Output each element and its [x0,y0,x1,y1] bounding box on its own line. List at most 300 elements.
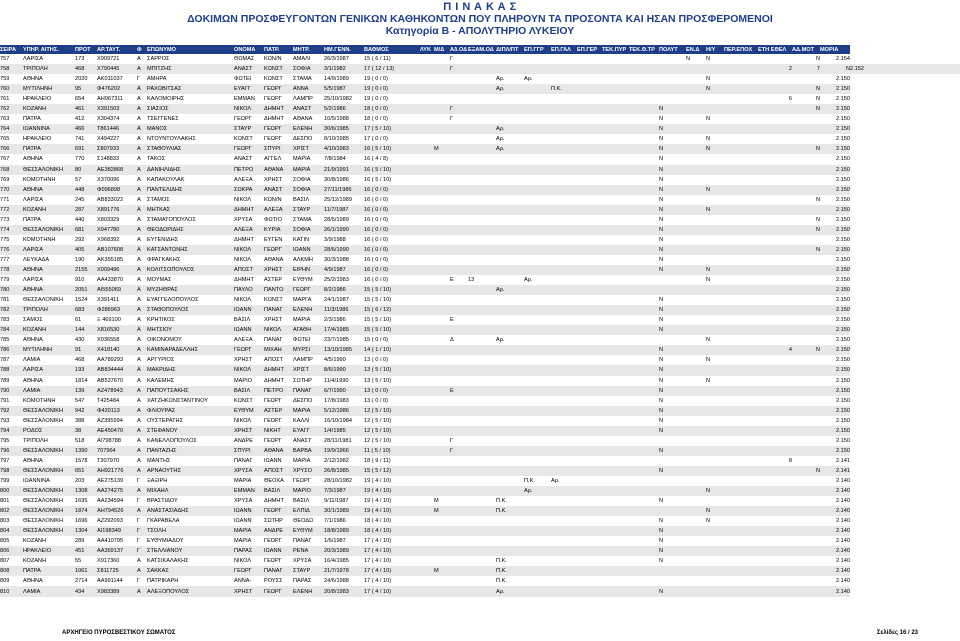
table-cell [420,74,434,84]
table-cell: AI798788 [97,437,121,444]
table-cell: 2.150 [820,305,850,315]
table-cell [686,576,706,586]
table-cell [602,446,629,456]
table-cell: ΒΑΣΙΛ [293,498,310,505]
table-cell [450,165,468,175]
table-cell [792,426,820,436]
table-cell: ΣΤΑΜΑ [293,76,312,83]
table-cell [551,335,577,345]
table-cell [629,416,659,426]
table-cell [686,446,706,456]
table-cell [659,476,686,486]
table-cell: ΑΘΑΝΑ [264,256,284,263]
table-cell: X968392 [97,236,120,243]
table-cell [724,205,758,215]
table-cell: Α [137,84,147,94]
table-cell [434,345,450,355]
table-cell [577,124,602,134]
table-cell: ΑΜΑΛΙ [293,56,311,63]
table-cell: 2.150 [820,345,850,355]
table-cell: ΠΑΝΑΓ [293,538,312,545]
table-cell [629,496,659,506]
table-cell: 2.140 [820,566,850,576]
table-cell: ΜΠΙΤΖΗΣ [147,64,234,74]
table-cell: ΔΕΣΠΟ [293,136,313,143]
table-cell [602,536,629,546]
table-cell [420,185,434,195]
table-cell [450,476,468,486]
table-cell [450,376,468,386]
table-cell: 766 [0,144,23,154]
table-cell [706,536,724,546]
table-cell [686,566,706,576]
table-cell [602,265,629,275]
table-cell [792,265,820,275]
table-cell: ΧΡΗΣΤ [264,265,293,275]
table-cell [758,124,792,134]
table-cell [706,406,724,416]
table-cell [468,195,496,205]
table-cell [577,406,602,416]
table-cell: ΡΟΔΟΣ [23,426,75,436]
table-cell [551,225,577,235]
table-cell: 771 [0,196,10,203]
table-row [0,556,960,566]
table-cell: ΦΛΙΟΥΡΑΣ [147,406,234,416]
table-cell: ΓΕΩΡΓ [264,586,293,596]
table-cell [450,406,468,416]
table-cell [724,386,758,396]
table-cell: ΔΗΜΗΤ [264,498,284,505]
table-cell [551,255,577,265]
candidates-table [0,45,960,597]
column-header: ΕΠ.ΓΕΡ [577,45,602,54]
table-cell: ΑΘΗΝΑ [23,76,43,83]
table-cell [724,496,758,506]
table-cell: 782 [0,305,23,315]
table-cell: 28/5/1989 [324,216,349,223]
table-cell [724,195,758,205]
table-cell: ΑΠΟΣΤ [264,466,293,476]
table-cell: 2.150 [820,225,850,235]
table-cell: 24/1/1987 [324,297,349,304]
table-cell [496,94,524,104]
table-cell [524,154,551,164]
table-cell [420,586,434,596]
table-cell: Ν [659,156,664,163]
table-cell [450,235,468,245]
table-cell [724,154,758,164]
table-cell: Α [137,446,147,456]
table-cell [686,436,706,446]
table-cell [792,446,820,456]
footer-page-number: Σελίδες 16 / 23 [876,630,918,636]
table-cell: Ν [659,466,686,476]
table-cell: ΓΕΩΡΓ [293,477,311,484]
table-cell [434,576,450,586]
table-cell: ΛΑΜΙΑ [23,586,75,596]
table-cell [724,54,758,64]
table-cell: 17 ( 4 / 10) [364,586,420,596]
table-cell: Α [137,317,141,324]
table-cell: ΧΡΗΣΤ [234,426,264,436]
table-cell [724,376,758,386]
table-cell [629,576,659,586]
table-cell [758,74,792,84]
table-cell [524,506,551,516]
table-cell: Ν [659,305,686,315]
table-cell [706,154,724,164]
table-cell [496,416,524,426]
table-cell: ΙΩΑΝΝΙΝΑ [23,124,75,134]
table-cell [629,486,659,496]
table-cell: ΕΥΓΕΝ [264,236,283,243]
table-row [0,154,960,164]
table-cell [434,426,450,436]
table-cell [468,566,496,576]
table-cell: Α [137,196,141,203]
table-cell [758,376,792,386]
table-cell [629,265,659,275]
table-cell [434,195,450,205]
table-cell [577,476,602,486]
column-header: ΕΠ.ΓΓΡ [524,45,551,54]
table-cell: 2.150 [820,426,850,436]
table-cell: 2/12/1982 [324,457,349,464]
table-cell: ΚΟΜΟΤΗΝΗ [23,236,56,243]
table-cell: 2.150 [836,216,850,223]
table-cell: ΑΛΕΞΑ [264,205,293,215]
table-cell: Φ476202 [97,84,137,94]
table-cell [629,124,659,134]
table-cell [434,245,450,255]
table-cell: X816530 [97,325,137,335]
table-cell: 13 [468,277,475,284]
table-cell [724,416,758,426]
table-cell: 18/8/1989 [324,526,364,536]
table-cell [724,365,758,375]
table-cell: 14 ( 1 / 10) [364,345,420,355]
table-cell: Π.Κ. [524,477,535,484]
table-cell [659,335,686,345]
table-cell [450,396,468,406]
table-cell [524,124,551,134]
column-header: ΗΜ.ΓΕΝΝ. [324,45,364,54]
table-cell: Ν [659,225,686,235]
table-cell [434,265,450,275]
table-cell: 430 [75,337,85,344]
table-cell: 3/1/1982 [324,64,364,74]
table-cell: ΜΑΚΡΙΔΗΣ [147,365,234,375]
table-cell: 2.150 [836,116,850,123]
table-cell [602,215,629,225]
table-cell [551,154,577,164]
table-cell [420,376,434,386]
table-cell: ΣΙΑΣΙΟΣ [147,104,234,114]
table-cell [450,175,468,185]
table-cell: 2.150 [836,156,850,163]
table-cell: 803 [0,518,10,525]
table-cell: ΚΑΜΙΝΑΡΑΔΕΛΛΗΣ [147,345,234,355]
table-cell: ΧΡΗΣΤ [234,586,264,596]
table-cell: 13 ( 0 / 0) [364,357,388,364]
table-cell: ΑΝΝΑ [293,84,324,94]
table-cell [468,386,496,396]
table-cell [468,64,496,74]
table-cell: 785 [0,337,10,344]
table-cell [551,205,577,215]
table-cell: ΜΑΝΟΣ [147,124,234,134]
table-cell: ΑΓΓΕΛ [264,156,282,163]
table-cell: Φ286963 [97,305,137,315]
table-cell: 15 ( 0 / 0) [364,337,388,344]
table-cell [468,586,496,596]
table-cell [468,436,496,446]
table-cell: ΣΑΚΚΑΣ [147,566,234,576]
table-cell [629,526,659,536]
table-row [0,526,960,536]
table-cell [524,566,551,576]
table-cell: 30/8/1986 [324,176,349,183]
table-cell [551,456,577,466]
table-cell: 38 [75,426,97,436]
table-cell [434,446,450,456]
table-cell [551,355,577,365]
table-cell [420,144,434,154]
table-cell [551,104,577,114]
table-cell [577,175,602,185]
table-cell: ΑΡΓΥΡΙΟΣ [147,357,175,364]
table-cell [629,235,659,245]
table-cell [792,396,820,406]
table-cell: AZ478943 [97,386,137,396]
table-cell [792,386,820,396]
table-cell: ΝΙΚΟΛ [234,256,252,263]
table-cell: ΑΝΑΣΤ [234,156,253,163]
table-cell [724,94,758,104]
table-cell: 12 ( 5 / 10) [364,417,392,424]
table-cell [450,536,468,546]
table-cell: ΓΕΩΡΓ [264,437,282,444]
table-cell [450,84,468,94]
table-cell [551,586,577,596]
table-cell [758,245,792,255]
table-cell: ΘΕΟΧΑ [264,477,284,484]
table-row [0,365,960,375]
table-cell: Σ148833 [97,156,120,163]
table-cell [724,576,758,586]
table-cell [724,144,758,154]
table-cell [706,556,724,566]
table-cell: ΚΟΖΑΝΗ [23,538,47,545]
table-cell: Φ096898 [97,185,137,195]
table-cell [551,195,577,205]
table-cell [629,325,659,335]
table-cell: ΑΣΤΕΡ [264,406,293,416]
table-cell: ΣΤΕΦΑΝΟΥ [147,426,234,436]
table-cell: 18 ( 4 / 10) [364,518,392,525]
table-cell: 788 [0,365,23,375]
table-cell [577,526,602,536]
table-cell: Γ [450,116,454,123]
table-cell [792,365,820,375]
table-cell: Α [137,325,147,335]
table-cell [420,305,434,315]
table-cell [706,255,724,265]
table-cell [629,154,659,164]
table-cell: ΜΗΤΚΑΣ [147,205,234,215]
table-cell: 11/7/1987 [324,205,364,215]
table-cell: 19 ( 0 / 0) [364,76,388,83]
table-cell: ΗΡΑΚΛΕΙΟ [23,546,75,556]
table-cell [450,546,468,556]
table-cell: 10/5/1988 [324,116,349,123]
table-cell [420,456,434,466]
table-cell [706,295,724,305]
table-cell: AH794526 [97,506,137,516]
table-cell [724,526,758,536]
table-cell [450,205,468,215]
table-cell: 770 [0,185,23,195]
table-cell [758,305,792,315]
table-cell: Μ [434,498,439,505]
table-cell [450,496,468,506]
table-cell [524,406,551,416]
table-cell [468,315,496,325]
table-cell: ΚΡΗΤΙΚΟΣ [147,317,175,324]
table-cell: ΕΥΘΥΜ [293,277,313,284]
table-cell: 2.140 [820,506,850,516]
table-cell [496,215,524,225]
table-cell: 2.150 [836,277,850,284]
table-cell [434,225,450,235]
table-cell: ΠΑΤΡΑ [23,566,75,576]
table-cell [629,195,659,205]
table-cell [629,406,659,416]
table-cell: ΓΚΑΡΑΒΕΛΑ [147,518,180,525]
table-cell [706,456,724,466]
table-cell [420,466,434,476]
table-cell: Ν [659,446,686,456]
table-cell: Ν [815,96,820,103]
table-cell [792,376,820,386]
table-row [0,476,960,486]
column-header: ΑΔ.ΜΟΤ [792,45,820,54]
table-cell: Α [137,466,147,476]
table-cell [551,245,577,255]
table-cell: Α [137,305,147,315]
table-cell: Α [137,256,141,263]
table-cell: ΔΗΜΗΤ [234,205,264,215]
table-cell: Α [137,136,141,143]
table-cell: ΝΙΚΟΛ [234,297,252,304]
table-cell [434,486,450,496]
table-cell: ΕΜΜΑΝ [234,486,264,496]
column-header: ΜΟΡΙΑ [820,45,850,54]
table-cell: ΒΑΣΙΛ [234,317,251,324]
table-cell: 761 [0,96,10,103]
table-cell: 802 [0,506,23,516]
table-cell: ΙΩΑΝΝ [234,305,264,315]
column-header: ΔΙΠΛ/ΠΤ [496,45,524,54]
table-cell [758,205,792,215]
table-row [0,305,960,315]
table-cell: ΚΩΝΣΤ [264,297,283,304]
table-cell [629,536,659,546]
table-cell: Ν [659,377,664,384]
table-cell [724,225,758,235]
table-cell: ΕΥΑΓΓ [293,426,324,436]
table-cell: 783 [0,317,10,324]
table-cell: 759 [0,76,10,83]
table-cell: Α [137,104,147,114]
table-cell [659,436,686,446]
table-cell [686,345,706,355]
footer-organization: ΑΡΧΗΓΕΙΟ ΠΥΡΟΣΒΕΣΤΙΚΟΥ ΣΩΜΑΤΟΣ [62,630,176,636]
table-cell: Ν [659,397,664,404]
table-cell: 805 [0,538,10,545]
table-cell: Α [137,265,147,275]
table-cell: 654 [75,96,85,103]
table-cell [629,436,659,446]
table-cell: Α [137,165,147,175]
table-cell [577,576,602,586]
table-cell: AI555069 [97,285,137,295]
table-cell [629,285,659,295]
table-cell [792,496,820,506]
table-cell [629,546,659,556]
table-cell: 434 [75,586,97,596]
table-cell [551,175,577,185]
table-cell [659,566,686,576]
table-cell [496,376,524,386]
table-cell [420,406,434,416]
table-cell [792,114,820,124]
table-cell [420,325,434,335]
table-cell [724,516,758,526]
table-cell: 1874 [75,506,97,516]
table-cell [792,556,820,566]
table-cell [420,506,434,516]
table-cell: ΘΕΣΣΑΛΟΝΙΚΗ [23,417,64,424]
table-cell [434,365,450,375]
table-row [0,205,960,215]
table-cell: Ν [659,136,664,143]
table-cell [629,225,659,235]
table-cell: X391503 [97,104,137,114]
table-cell: 781 [0,297,10,304]
table-cell: ΧΡΗΣΤ [264,176,283,183]
table-cell: 80 [75,165,97,175]
table-cell [577,386,602,396]
table-cell [434,556,450,566]
table-cell: 773 [0,216,10,223]
table-cell: ΕΛΠΙΔ [293,506,324,516]
table-cell [468,576,496,586]
table-cell: 942 [75,406,97,416]
table-cell [434,546,450,556]
table-cell [420,235,434,245]
table-cell: ΔΗΜΗΤ [234,277,254,284]
table-cell [434,456,450,466]
table-cell [420,426,434,436]
table-cell [434,235,450,245]
table-cell: 776 [0,245,23,255]
table-cell [551,64,577,74]
table-cell [450,94,468,104]
table-cell [434,114,450,124]
table-cell [468,556,496,566]
